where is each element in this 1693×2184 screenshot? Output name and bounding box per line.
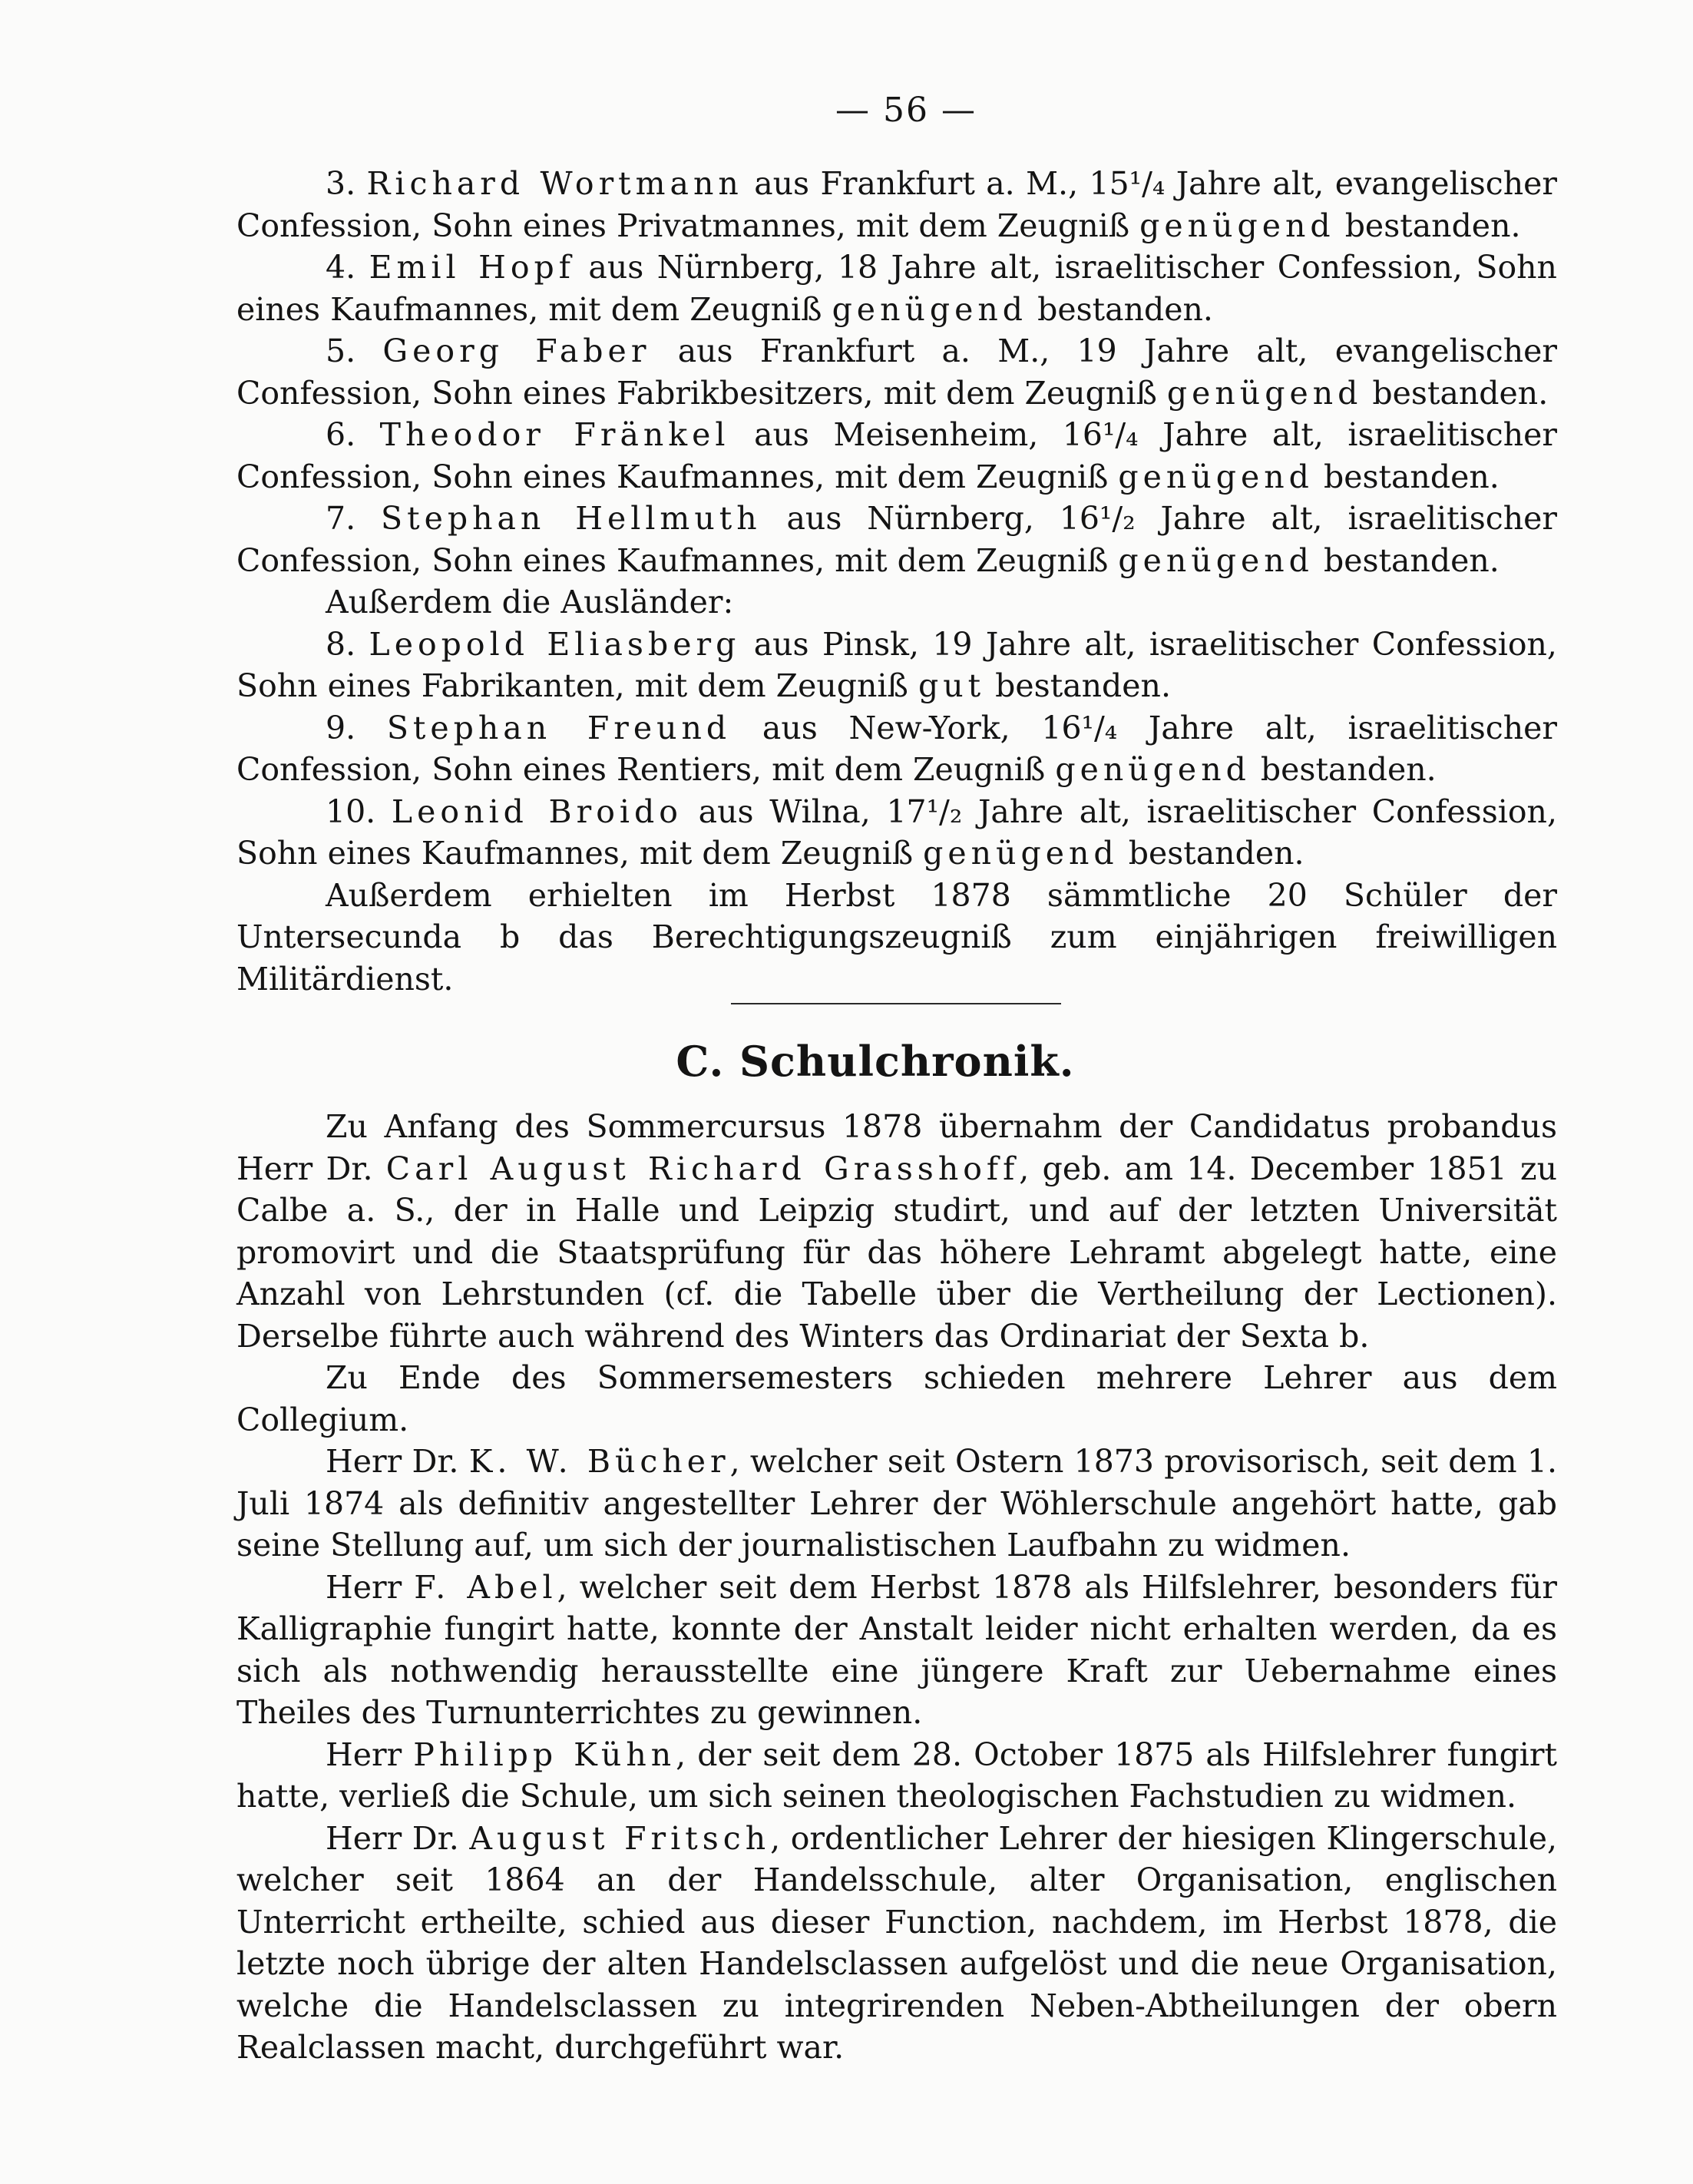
paragraph: Herr F. Abel, welcher seit dem Herbst 1878 als Hilfslehrer, besonders für Kalligraphie fungirt hatte, konnte der Anstalt leider nicht erhalten werden, da es sich als nothwendig herausstellte eine jüngere Kraft zur Uebernahme eines Theiles des Turnunterrichtes zu gewinnen. — [236, 1568, 1557, 1731]
closing-paragraph: Außerdem erhielten im Herbst 1878 sämmtliche 20 Schüler der Untersecunda b das Berechtigungszeugniß zum einjährigen freiwilligen Militärdienst. — [236, 876, 1557, 998]
list-item: 7. Stephan Hellmuth aus Nürnberg, 16¹/₂ Jahre alt, israelitischer Confession, Sohn eines Kaufmannes, mit dem Zeugniß genügend bestanden. — [236, 500, 1557, 579]
student-name: Georg Faber — [382, 333, 651, 369]
list-item: 4. Emil Hopf aus Nürnberg, 18 Jahre alt, israelitischer Confession, Sohn eines Kaufmannes, mit dem Zeugniß genügend bestanden. — [236, 249, 1557, 328]
grade: gut — [918, 667, 986, 704]
list-item: 5. Georg Faber aus Frankfurt a. M., 19 Jahre alt, evangelischer Confession, Sohn eines Fabrikbesitzers, mit dem Zeugniß genügend bestanden. — [236, 333, 1557, 412]
paragraph: Herr Dr. August Fritsch, ordentlicher Lehrer der hiesigen Klingerschule, welcher seit 1864 an der Handelsschule, alter Organisation, englischen Unterricht ertheilte, schied aus dieser Function, nachdem, im Herbst 1878, die letzte noch übrige der alten Handelsclassen aufgelöst und die neue Organisation, welche die Handelsclassen zu integrirenden Neben-Abtheilungen der obern Realclassen macht, durchgeführt war. — [236, 1819, 1557, 2066]
grade: genügend — [832, 290, 1028, 328]
teacher-name: F. Abel — [414, 1568, 557, 1606]
teacher-name: K. W. Bücher — [468, 1443, 730, 1480]
exam-results-list — [236, 163, 1557, 1000]
student-name: Stephan Freund — [386, 709, 732, 746]
auslaender-heading: Außerdem die Ausländer: — [326, 584, 734, 620]
list-item: 8. Leopold Eliasberg aus Pinsk, 19 Jahre alt, israelitischer Confession, Sohn eines Fabrikanten, mit dem Zeugniß gut bestanden. — [236, 625, 1557, 704]
teacher-name: Carl August Richard Grasshoff — [385, 1150, 1020, 1187]
student-name: Leopold Eliasberg — [369, 625, 741, 663]
student-name: Theodor Fränkel — [379, 416, 730, 453]
student-name: Leonid Broido — [391, 793, 683, 830]
list-item: 3. Richard Wortmann aus Frankfurt a. M., 15¹/₄ Jahre alt, evangelischer Confession, Sohn eines Privatmannes, mit dem Zeugniß genügend bestanden. — [236, 165, 1557, 244]
list-item: 9. Stephan Freund aus New-York, 16¹/₄ Jahre alt, israelitischer Confession, Sohn eines Rentiers, mit dem Zeugniß genügend bestanden. — [236, 709, 1557, 788]
student-name: Emil Hopf — [369, 249, 575, 286]
list-item: 10. Leonid Broido aus Wilna, 17¹/₂ Jahre alt, israelitischer Confession, Sohn eines Kaufmannes, mit dem Zeugniß genügend bestanden. — [236, 793, 1557, 872]
grade: genügend — [1139, 207, 1335, 244]
paragraph: Zu Ende des Sommersemesters schieden mehrere Lehrer aus dem Collegium. — [236, 1359, 1557, 1438]
grade: genügend — [1055, 751, 1251, 788]
section-heading: C. Schulchronik. — [676, 1037, 1075, 1086]
paragraph: Herr Philipp Kühn, der seit dem 28. October 1875 als Hilfslehrer fungirt hatte, verließ die Schule, um sich seinen theologischen Fachstudien zu widmen. — [236, 1736, 1557, 1815]
paragraph: Herr Dr. K. W. Bücher, welcher seit Ostern 1873 provisorisch, seit dem 1. Juli 1874 als definitiv angestellter Lehrer der Wöhlerschule angehört hatte, gab seine Stellung auf, um sich der journalistischen Laufbahn zu widmen. — [236, 1443, 1557, 1564]
grade: genügend — [923, 835, 1119, 872]
section-divider — [731, 1003, 1061, 1004]
teacher-name: August Fritsch — [469, 1819, 771, 1857]
list-item: 6. Theodor Fränkel aus Meisenheim, 16¹/₄ Jahre alt, israelitischer Confession, Sohn eines Kaufmannes, mit dem Zeugniß genügend bestanden. — [236, 416, 1557, 495]
page-number: — 56 — — [835, 91, 977, 130]
teacher-name: Philipp Kühn — [413, 1736, 676, 1773]
grade: genügend — [1118, 458, 1314, 495]
chronicle-body — [236, 1106, 1557, 2069]
grade: genügend — [1166, 374, 1363, 412]
paragraph: Zu Anfang des Sommercursus 1878 übernahm der Candidatus probandus Herr Dr. Carl August Richard Grasshoff, geb. am 14. December 1851 zu Calbe a. S., der in Halle und Leipzig studirt, und auf der letzten Universität promovirt und die Staatsprüfung für das höhere Lehramt abgelegt hatte, eine Anzahl von Lehrstunden (cf. die Tabelle über die Vertheilung der Lectionen). Derselbe führte auch während des Winters das Ordinariat der Sexta b. — [236, 1108, 1557, 1355]
student-name: Richard Wortmann — [366, 165, 743, 202]
student-name: Stephan Hellmuth — [381, 500, 762, 537]
grade: genügend — [1118, 541, 1314, 579]
